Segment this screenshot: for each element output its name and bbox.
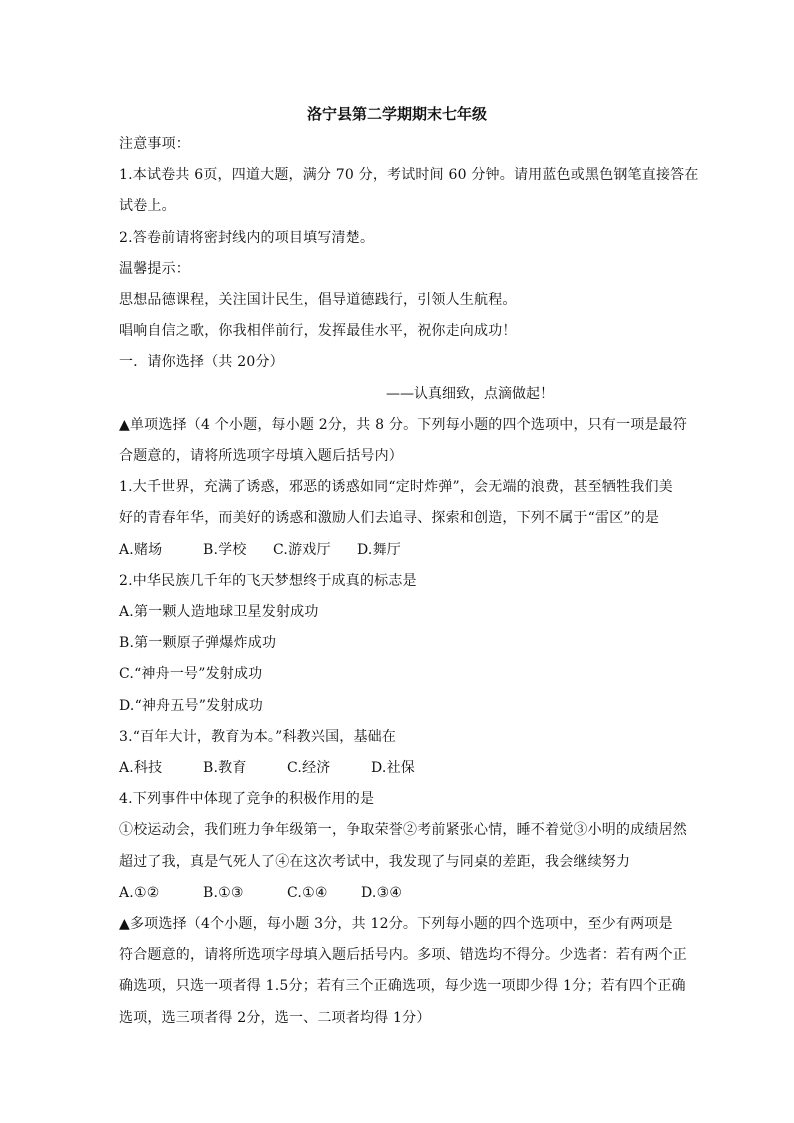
option-b: B.学校 <box>203 542 247 558</box>
notice-item-1-line-1: 1.本试卷共 6页，四道大题，满分 70 分，考试时间 60 分钟。请用蓝色或黑色钢笔直接答在 <box>119 167 699 183</box>
option-b: B.教育 <box>203 760 247 776</box>
question-3-options <box>119 758 679 778</box>
multi-choice-instructions-line-3: 确选项，只选一项者得 1.5分；若有三个正确选项，每少选一项即少得 1分；若有四个正确 <box>119 978 686 994</box>
option-c: C.①④ <box>287 885 328 901</box>
question-3: 3.“百年大计，教育为本。”科教兴国，基础在 <box>119 729 397 745</box>
question-1-line-1: 1.大千世界，充满了诱惑，邪恶的诱惑如同“定时炸弹”，会无端的浪费，甚至牺牲我们美 <box>119 479 673 495</box>
tips-line-1: 思想品德课程，关注国计民生，倡导道德践行，引领人生航程。 <box>119 292 517 308</box>
question-4-statements-line-1: ①校运动会，我们班力争年级第一，争取荣誉②考前紧张心情，睡不着觉③小明的成绩居然 <box>119 822 687 838</box>
multi-choice-instructions-line-2: 符合题意的，请将所选项字母填入题后括号内。多项、错选均不得分。少选者：若有两个正 <box>119 947 687 963</box>
question-1-line-2: 好的青春年华，而美好的诱惑和激励人们去追寻、探索和创造，下列不属于“雷区”的是 <box>119 510 660 526</box>
question-2-option-b: B.第一颗原子弹爆炸成功 <box>119 635 277 651</box>
question-2-option-a: A.第一颗人造地球卫星发射成功 <box>119 604 319 620</box>
question-2-option-d: D.“神舟五号”发射成功 <box>119 698 263 714</box>
single-choice-instructions-line-2: 合题意的，请将所选项字母填入题后括号内） <box>119 448 403 464</box>
section-1-heading: 一．请你选择（共 20分） <box>119 354 284 370</box>
option-a: A.科技 <box>119 760 163 776</box>
notice-item-1-line-2: 试卷上。 <box>119 198 176 214</box>
question-4-options <box>119 883 679 903</box>
tips-heading: 温馨提示： <box>119 261 190 277</box>
multi-choice-instructions-line-1: ▲多项选择（4个小题，每小题 3分，共 12分。下列每小题的四个选项中，至少有两项是 <box>119 916 673 932</box>
section-motto: ——认真细致，点滴做起！ <box>386 386 554 402</box>
option-b: B.①③ <box>203 885 244 901</box>
tips-line-2: 唱响自信之歌，你我相伴前行，发挥最佳水平，祝你走向成功！ <box>119 323 517 339</box>
question-2-option-c: C.“神舟一号”发射成功 <box>119 666 263 682</box>
option-c: C.经济 <box>287 760 331 776</box>
option-d: D.舞厅 <box>357 542 401 558</box>
option-d: D.社保 <box>371 760 415 776</box>
option-d: D.③④ <box>361 885 403 901</box>
page-title: 洛宁县第二学期期末七年级 <box>306 105 487 123</box>
single-choice-instructions-line-1: ▲单项选择（4 个小题，每小题 2分，共 8 分。下列每小题的四个选项中，只有一项是最符 <box>119 417 688 433</box>
multi-choice-instructions-line-4: 选项，选三项者得 2分，选一、二项者均得 1分） <box>119 1010 431 1026</box>
notice-item-2: 2.答卷前请将密封线内的项目填写清楚。 <box>119 230 375 246</box>
option-a: A.①② <box>119 885 160 901</box>
question-4: 4.下列事件中体现了竞争的积极作用的是 <box>119 791 375 807</box>
question-1-options <box>119 540 679 560</box>
notice-heading: 注意事项： <box>119 136 190 152</box>
question-2: 2.中华民族几千年的飞天梦想终于成真的标志是 <box>119 573 417 589</box>
question-4-statements-line-2: 超过了我，真是气死人了④在这次考试中，我发现了与同桌的差距，我会继续努力 <box>119 854 631 870</box>
option-a: A.赌场 <box>119 542 163 558</box>
option-c: C.游戏厅 <box>273 542 331 558</box>
